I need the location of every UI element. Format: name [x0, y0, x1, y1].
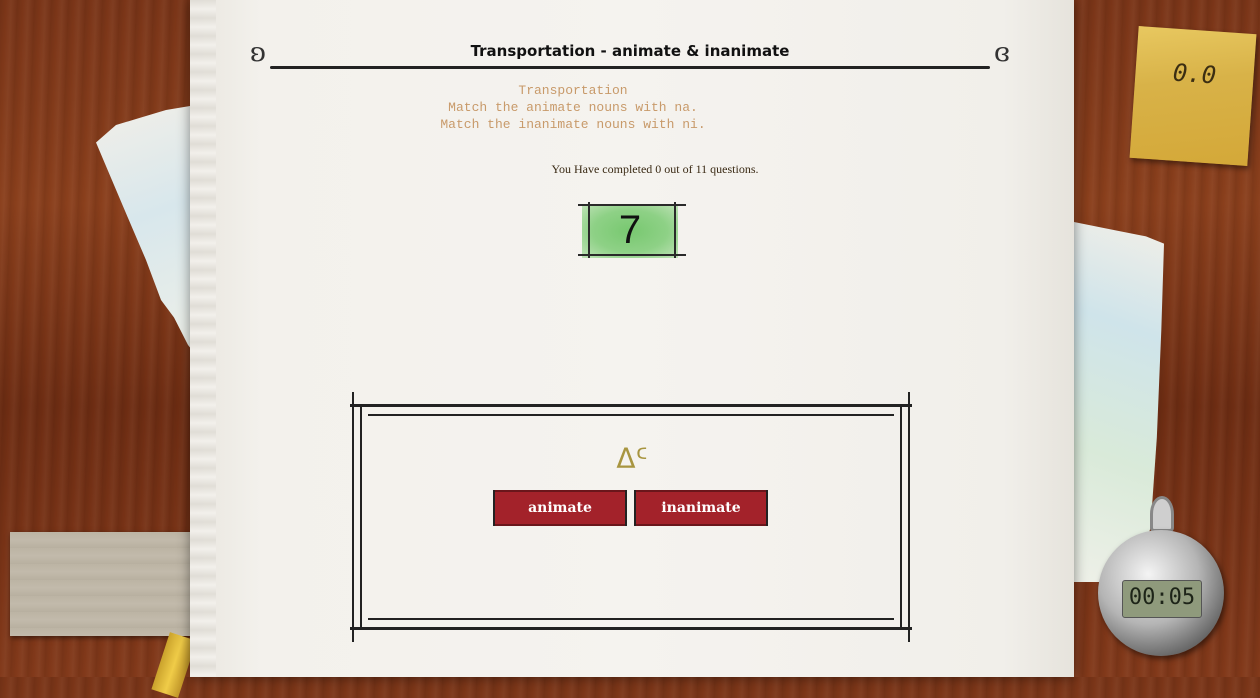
page-title: Transportation - animate & inanimate — [470, 42, 790, 60]
instruction-line: Match the inanimate nouns with ni. — [440, 117, 706, 132]
torn-paper-left — [96, 105, 196, 355]
frame-line — [900, 406, 902, 628]
syllabic-word: ᐃᑦ — [616, 442, 648, 475]
scroll-curl-left-icon: ʚ — [250, 38, 266, 68]
frame-line — [908, 392, 910, 642]
title-underline — [270, 66, 990, 69]
frame-line — [350, 404, 912, 407]
frame-line — [360, 406, 362, 628]
progress-text: You Have completed 0 out of 11 questions. — [551, 162, 759, 176]
answer-frame — [350, 392, 912, 642]
stopwatch-display — [1122, 580, 1202, 618]
stopwatch-icon — [1098, 530, 1224, 656]
frame-line — [368, 414, 894, 416]
stopwatch-crown-icon — [1150, 496, 1174, 532]
animate-button[interactable]: animate — [493, 490, 627, 526]
instruction-line: Transportation — [518, 83, 628, 98]
instruction-line: Match the animate nouns with na. — [448, 100, 698, 115]
frame-line — [352, 392, 354, 642]
scroll-curl-right-icon: ɞ — [994, 38, 1010, 68]
frame-line — [350, 627, 912, 630]
title-banner — [250, 36, 1010, 76]
score-value: 0.0 — [1171, 58, 1218, 90]
instructions — [380, 82, 766, 133]
frame-line — [368, 618, 894, 620]
question-number: 7 — [618, 208, 642, 252]
timer-value: 00:05 — [1128, 585, 1196, 610]
question-number-box — [578, 202, 682, 260]
inanimate-button[interactable]: inanimate — [634, 490, 768, 526]
score-sticky-note — [1130, 26, 1257, 166]
